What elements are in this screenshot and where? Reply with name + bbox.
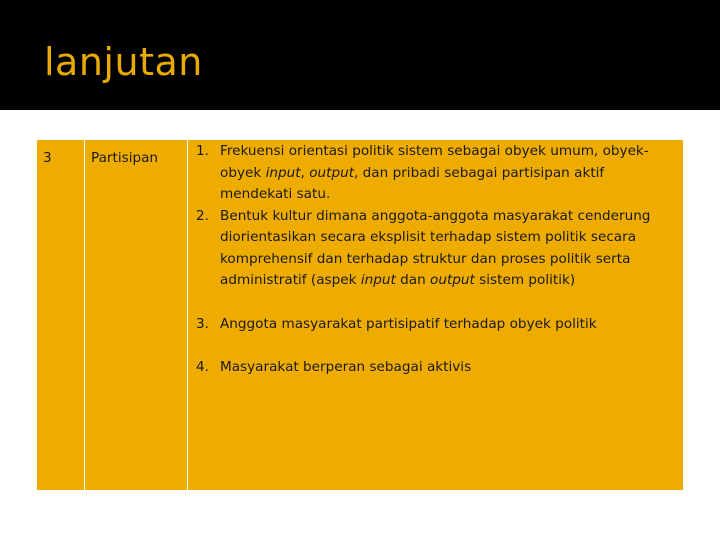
text-run: Frekuensi orientasi politik sistem sebagai obyek umum, obyek-obyek [220, 143, 649, 181]
italic-term: input [265, 164, 301, 181]
text-run: Bentuk kultur dimana anggota-anggota masyarakat cenderung diorientasikan secara eksplisit terhadap sistem politik secara komprehensif dan terhadap struktur dan proses politik serta administratif (aspek [220, 207, 651, 288]
text-run: Anggota masyarakat partisipatif terhadap obyek politik [220, 315, 597, 332]
slide-title: lanjutan [44, 40, 203, 84]
italic-term: input [360, 272, 396, 288]
text-run: Masyarakat berperan sebagai aktivis [220, 359, 472, 375]
list-item-text [220, 141, 669, 206]
title-bar [0, 0, 720, 110]
text-run: sistem politik) [474, 272, 576, 288]
table-row [37, 140, 684, 491]
culture-table [36, 139, 684, 491]
list-item [196, 314, 669, 336]
list-item-number: 3. [196, 315, 209, 332]
italic-term: output [309, 164, 355, 181]
row-description-cell [188, 140, 684, 491]
row-label-cell [85, 140, 188, 491]
list-item-number: 2. [196, 207, 209, 224]
list-item-number: 1. [196, 143, 209, 159]
row-label: Partisipan [91, 150, 159, 166]
list-item [196, 141, 669, 206]
italic-term: output [430, 272, 475, 288]
list-item-number: 4. [196, 359, 209, 375]
row-number: 3 [43, 150, 52, 166]
characteristics-list [188, 140, 683, 379]
text-run: dan [395, 272, 431, 288]
list-item-text [220, 206, 669, 292]
text-run: , dan pribadi sebagai partisipan aktif mendekati satu. [220, 164, 605, 202]
list-item-text [220, 314, 669, 336]
row-number-cell [37, 140, 85, 491]
list-item [196, 357, 669, 379]
text-run: , [300, 164, 310, 181]
list-item [196, 206, 669, 292]
list-item-text [220, 357, 669, 379]
